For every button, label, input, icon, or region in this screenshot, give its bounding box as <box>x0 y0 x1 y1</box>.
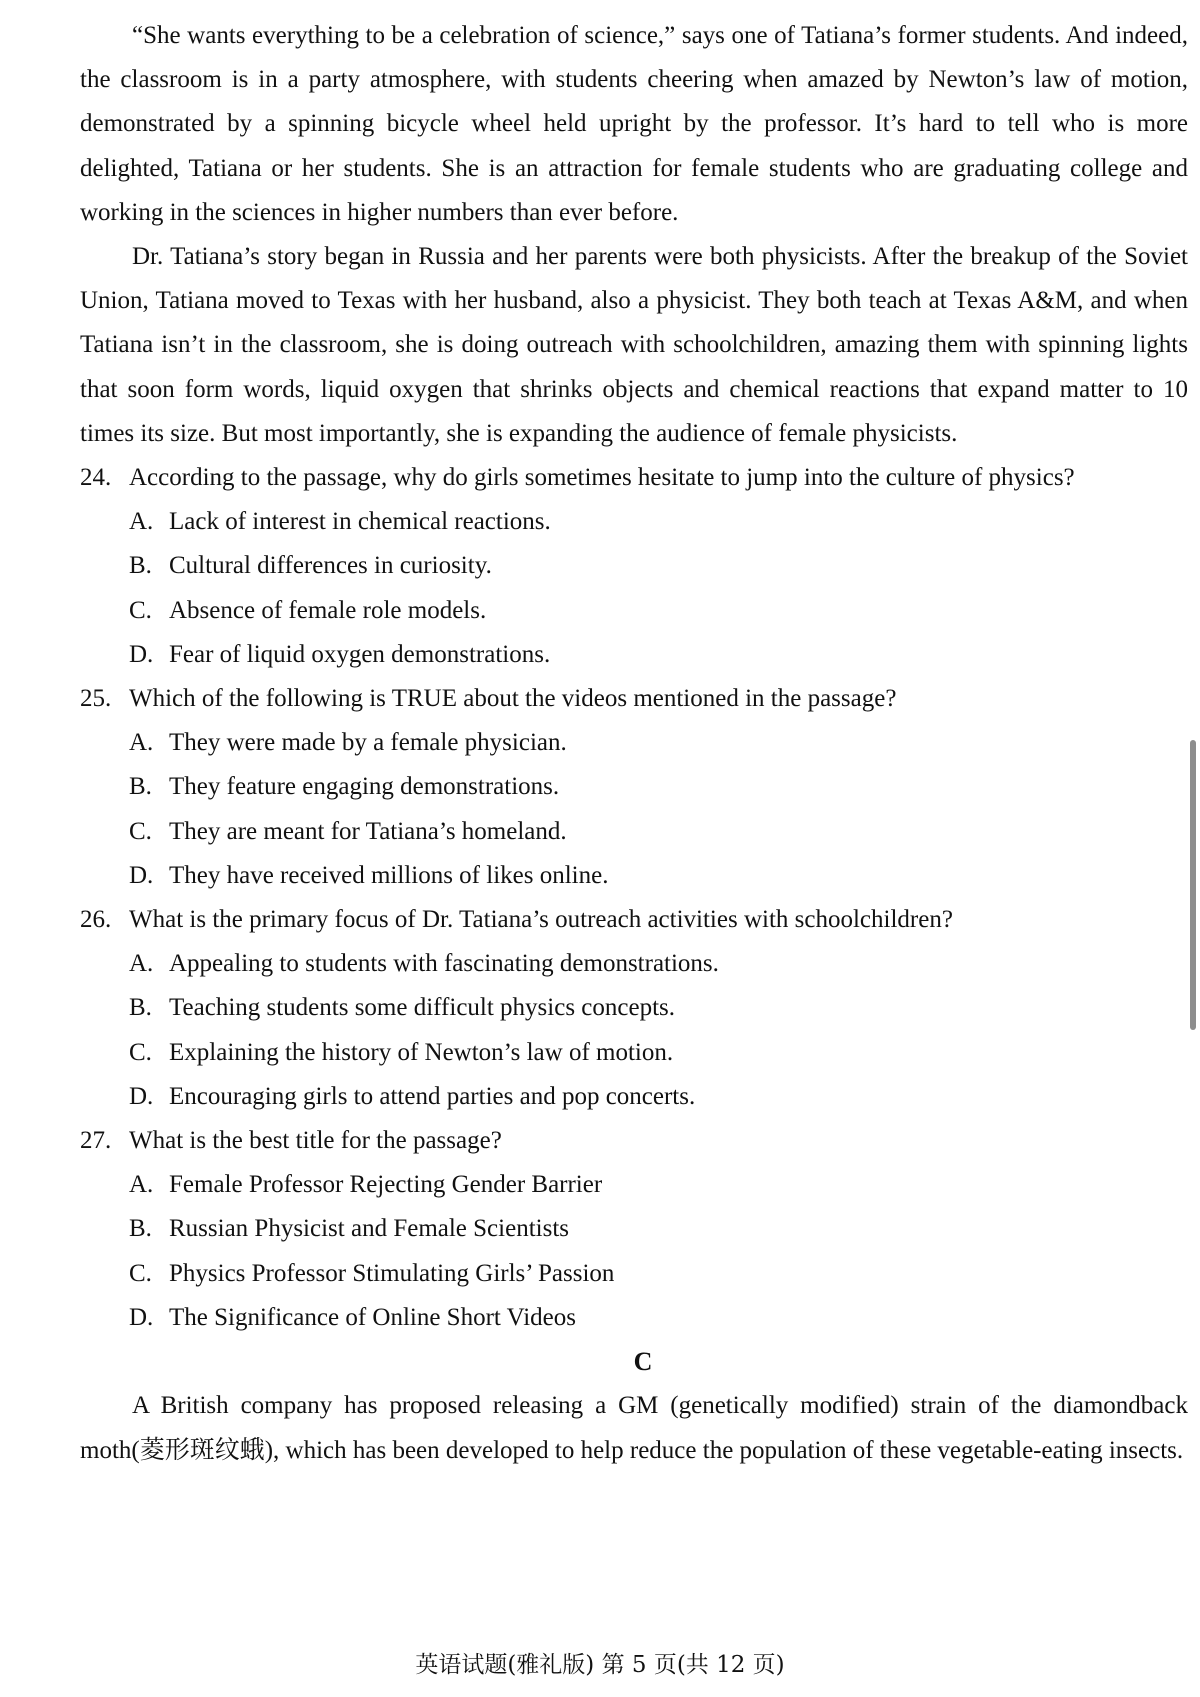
option-c <box>80 589 1188 633</box>
option-text: They were made by a female physician. <box>169 729 567 757</box>
question-27 <box>80 1119 1188 1340</box>
option-b <box>80 765 1188 809</box>
question-stem <box>80 677 1188 721</box>
option-letter: B. <box>129 552 152 580</box>
page-content <box>80 14 1188 1473</box>
question-26 <box>80 898 1188 1119</box>
option-letter: C. <box>129 1259 152 1287</box>
scrollbar-thumb[interactable] <box>1190 740 1196 1030</box>
question-number: 25. <box>80 685 112 713</box>
option-d <box>80 633 1188 677</box>
section-heading: C <box>633 1347 653 1377</box>
option-list <box>80 1163 1188 1340</box>
option-text: Absence of female role models. <box>169 596 487 624</box>
option-letter: A. <box>129 729 154 757</box>
question-text: What is the best title for the passage? <box>129 1127 502 1155</box>
option-b <box>80 544 1188 588</box>
option-b <box>80 1207 1188 1251</box>
option-text: Appealing to students with fascinating demonstrations. <box>169 950 719 978</box>
option-text: Lack of interest in chemical reactions. <box>169 508 551 536</box>
option-letter: A. <box>129 1171 154 1199</box>
option-letter: B. <box>129 773 152 801</box>
option-d <box>80 1296 1188 1340</box>
option-text: They are meant for Tatiana’s homeland. <box>169 817 567 845</box>
question-text: According to the passage, why do girls sometimes hesitate to jump into the culture of physics? <box>129 464 1075 492</box>
question-text: Which of the following is TRUE about the videos mentioned in the passage? <box>129 685 897 713</box>
option-letter: A. <box>129 508 154 536</box>
option-letter: D. <box>129 640 154 668</box>
question-stem <box>80 1119 1188 1163</box>
option-letter: B. <box>129 994 152 1022</box>
option-list <box>80 942 1188 1119</box>
option-text: Encouraging girls to attend parties and pop concerts. <box>169 1082 696 1110</box>
option-letter: A. <box>129 950 154 978</box>
option-letter: B. <box>129 1215 152 1243</box>
question-number: 24. <box>80 464 112 492</box>
option-text: They feature engaging demonstrations. <box>169 773 560 801</box>
option-a <box>80 721 1188 765</box>
option-text: Fear of liquid oxygen demonstrations. <box>169 640 551 668</box>
option-text: Female Professor Rejecting Gender Barrier <box>169 1171 603 1199</box>
option-text: They have received millions of likes online. <box>169 861 609 889</box>
question-text: What is the primary focus of Dr. Tatiana’s outreach activities with schoolchildren? <box>129 906 953 934</box>
option-letter: C. <box>129 1038 152 1066</box>
option-d <box>80 854 1188 898</box>
passage-paragraph: Dr. Tatiana’s story began in Russia and her parents were both physicists. After the breakup of the Soviet Union, Tatiana moved to Texas with her husband, also a physicist. They both teach at Texas A&M, and when Tatiana isn’t in the classroom, she is doing outreach with schoolchildren, amazing them with spinning lights that soon form words, liquid oxygen that shrinks objects and chemical reactions that expand matter to 10 times its size. But most importantly, she is expanding the audience of female physicists. <box>80 243 1188 447</box>
option-c <box>80 810 1188 854</box>
option-c <box>80 1031 1188 1075</box>
option-a <box>80 1163 1188 1207</box>
option-text: Cultural differences in curiosity. <box>169 552 492 580</box>
option-list <box>80 721 1188 898</box>
option-text: Explaining the history of Newton’s law of motion. <box>169 1038 674 1066</box>
option-letter: D. <box>129 1082 154 1110</box>
option-d <box>80 1075 1188 1119</box>
passage-paragraph: A British company has proposed releasing a GM (genetically modified) strain of the diamondback moth(菱形斑纹蛾), which has been developed to help reduce the population of these vegetable-eating insects. <box>80 1392 1188 1464</box>
option-c <box>80 1252 1188 1296</box>
option-letter: D. <box>129 861 154 889</box>
question-stem <box>80 456 1188 500</box>
option-letter: C. <box>129 817 152 845</box>
question-24 <box>80 456 1188 677</box>
option-text: The Significance of Online Short Videos <box>169 1303 576 1331</box>
question-number: 27. <box>80 1127 112 1155</box>
page-footer: 英语试题(雅礼版) 第 5 页(共 12 页) <box>415 1652 785 1678</box>
option-text: Physics Professor Stimulating Girls’ Passion <box>169 1259 615 1287</box>
passage-paragraph: “She wants everything to be a celebration of science,” says one of Tatiana’s former students. And indeed, the classroom is in a party atmosphere, with students cheering when amazed by Newton’s law of motion, demonstrated by a spinning bicycle wheel held upright by the professor. It’s hard to tell who is more delighted, Tatiana or her students. She is an attraction for female students who are graduating college and working in the sciences in higher numbers than ever before. <box>80 22 1188 226</box>
option-b <box>80 986 1188 1030</box>
question-25 <box>80 677 1188 898</box>
question-number: 26. <box>80 906 112 934</box>
option-letter: C. <box>129 596 152 624</box>
option-text: Teaching students some difficult physics concepts. <box>169 994 676 1022</box>
option-a <box>80 942 1188 986</box>
option-list <box>80 500 1188 677</box>
question-stem <box>80 898 1188 942</box>
option-a <box>80 500 1188 544</box>
option-text: Russian Physicist and Female Scientists <box>169 1215 569 1243</box>
option-letter: D. <box>129 1303 154 1331</box>
